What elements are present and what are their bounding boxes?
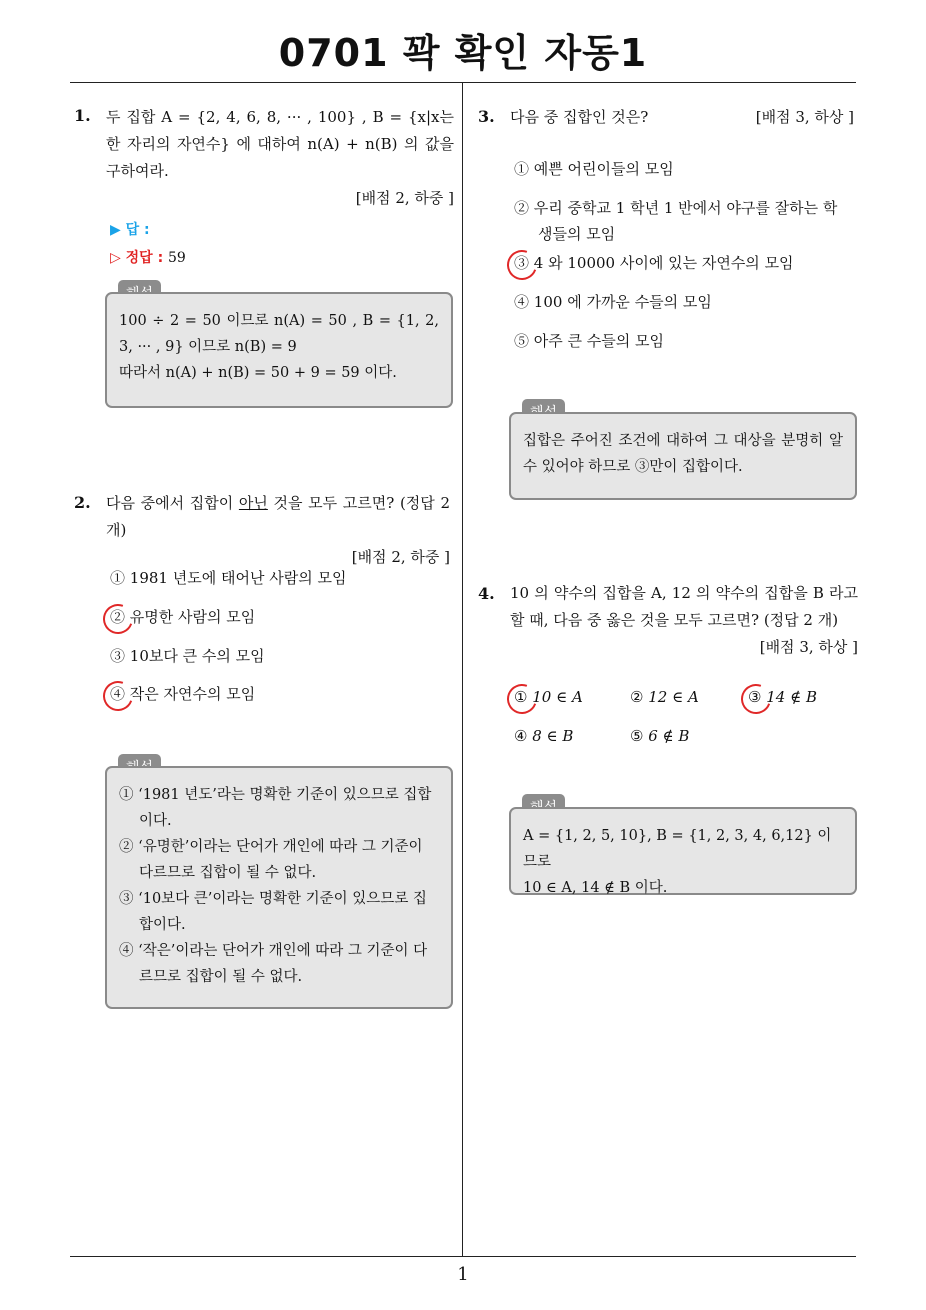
q1-explain-line: 따라서 n(A) + n(B) = 50 + 9 = 59 이다. [119, 365, 397, 381]
choice-text: 8 ∈ B [532, 727, 574, 745]
column-divider [462, 83, 463, 1257]
q2-choice-3 [110, 643, 265, 669]
q3-choice-4 [514, 289, 712, 315]
page-title: 0701 꽉 확인 자동1 [278, 31, 648, 75]
q4-explain-box [509, 807, 857, 895]
choice-text: 예쁜 어린이들의 모임 [533, 160, 674, 178]
choice-num: ① [514, 160, 530, 178]
choice-num: ① [514, 688, 528, 706]
q1-score: [배점 2, 하중 ] [355, 189, 454, 207]
q2-number: 2. [74, 493, 91, 512]
q3-choice-1 [514, 156, 674, 182]
choice-text: 작은 자연수의 모임 [129, 685, 256, 703]
choice-text: 1981 년도에 태어난 사람의 모임 [129, 569, 347, 587]
top-rule [70, 82, 856, 83]
choice-num: ④ [514, 727, 528, 745]
choice-num: ② [514, 199, 530, 217]
choice-text: 100 에 가까운 수들의 모임 [533, 293, 712, 311]
bottom-rule [70, 1256, 856, 1257]
q2-block [106, 490, 450, 571]
q3-explain-box [509, 412, 857, 500]
q4-number: 4. [478, 584, 495, 603]
choice-num: ② [110, 608, 126, 626]
q2-text-pre: 다음 중에서 집합이 [106, 494, 239, 512]
choice-num: ⑤ [514, 332, 530, 350]
q3-number: 3. [478, 107, 495, 126]
q2-text-post: 것을 모두 고르면? (정답 2 개) [106, 494, 450, 539]
choice-num: ③ [748, 688, 762, 706]
q3-explain-text: 집합은 주어진 조건에 대하여 그 대상을 분명히 알 수 있어야 하므로 ③만이 집합이다. [523, 433, 843, 475]
q4-choice-2 [630, 684, 699, 710]
q2-score: [배점 2, 하중 ] [351, 548, 450, 566]
q1-number: 1. [74, 106, 91, 125]
q4-block [510, 580, 858, 661]
choice-text: 14 ∉ B [766, 688, 817, 706]
q1-explain-box [105, 292, 453, 408]
page-number: 1 [457, 1264, 469, 1285]
choice-num: ① [110, 569, 126, 587]
choice-text: 12 ∈ A [648, 688, 699, 706]
q1-block [106, 104, 454, 272]
choice-num: ④ [514, 293, 530, 311]
q2-explain-line: ④ ‘작은’이라는 단어가 개인에 따라 그 기준이 다르므로 집합이 될 수 없다. [119, 943, 428, 985]
q1-answer-label: ▶ 답 : [110, 222, 150, 238]
q3-score: [배점 3, 하상 ] [755, 108, 854, 126]
choice-text: 유명한 사람의 모임 [129, 608, 256, 626]
choice-num: ③ [110, 647, 126, 665]
q1-text: 두 집합 A = {2, 4, 6, 8, ··· , 100} , B = {x|x는 한 자리의 자연수} 에 대하여 n(A) + n(B) 의 값을 구하여라. [106, 108, 454, 180]
q2-explain-line: ③ ‘10보다 큰’이라는 명확한 기준이 있으므로 집합이다. [119, 891, 427, 933]
q3-choice-3 [514, 250, 794, 276]
choice-text: 아주 큰 수들의 모임 [533, 332, 665, 350]
q4-text: 10 의 약수의 집합을 A, 12 의 약수의 집합을 B 라고 할 때, 다음 중 옳은 것을 모두 고르면? (정답 2 개) [510, 584, 858, 629]
choice-text: 10 ∈ A [532, 688, 583, 706]
q4-score: [배점 3, 하상 ] [759, 638, 858, 656]
choice-text: 6 ∉ B [648, 727, 690, 745]
q2-choice-1 [110, 565, 346, 591]
q4-choice-5 [630, 723, 689, 749]
choice-num: ② [630, 688, 644, 706]
q3-block [510, 104, 854, 131]
q1-explain-line: 100 ÷ 2 = 50 이므로 n(A) = 50 , B = {1, 2, 3, ··· , 9} 이므로 n(B) = 9 [119, 313, 439, 355]
q2-explain-box [105, 766, 453, 1009]
q3-text: 다음 중 집합인 것은? [510, 108, 649, 126]
q4-explain-line: A = {1, 2, 5, 10}, B = {1, 2, 3, 4, 6,12} 이므로 [523, 828, 832, 870]
q2-explain-line: ① ‘1981 년도’라는 명확한 기준이 있으므로 집합이다. [119, 787, 432, 829]
q1-correct-value: 59 [167, 250, 186, 266]
q3-choice-2 [514, 195, 850, 247]
choice-text: 10보다 큰 수의 모임 [129, 647, 265, 665]
choice-num: ⑤ [630, 727, 644, 745]
choice-text: 4 와 10000 사이에 있는 자연수의 모임 [533, 254, 794, 272]
choice-num: ③ [514, 254, 530, 272]
q2-text-underlined: 아닌 [238, 494, 268, 512]
q3-choice-5 [514, 328, 664, 354]
q2-explain-line: ② ‘유명한’이라는 단어가 개인에 따라 그 기준이 다르므로 집합이 될 수 없다. [119, 839, 423, 881]
q4-explain-line: 10 ∈ A, 14 ∉ B 이다. [523, 880, 668, 896]
q1-correct-label: ▷ 정답 : [110, 250, 164, 266]
choice-num: ④ [110, 685, 126, 703]
q4-choice-4 [514, 723, 573, 749]
choice-text: 우리 중학교 1 학년 1 반에서 야구를 잘하는 학생들의 모임 [533, 199, 838, 243]
